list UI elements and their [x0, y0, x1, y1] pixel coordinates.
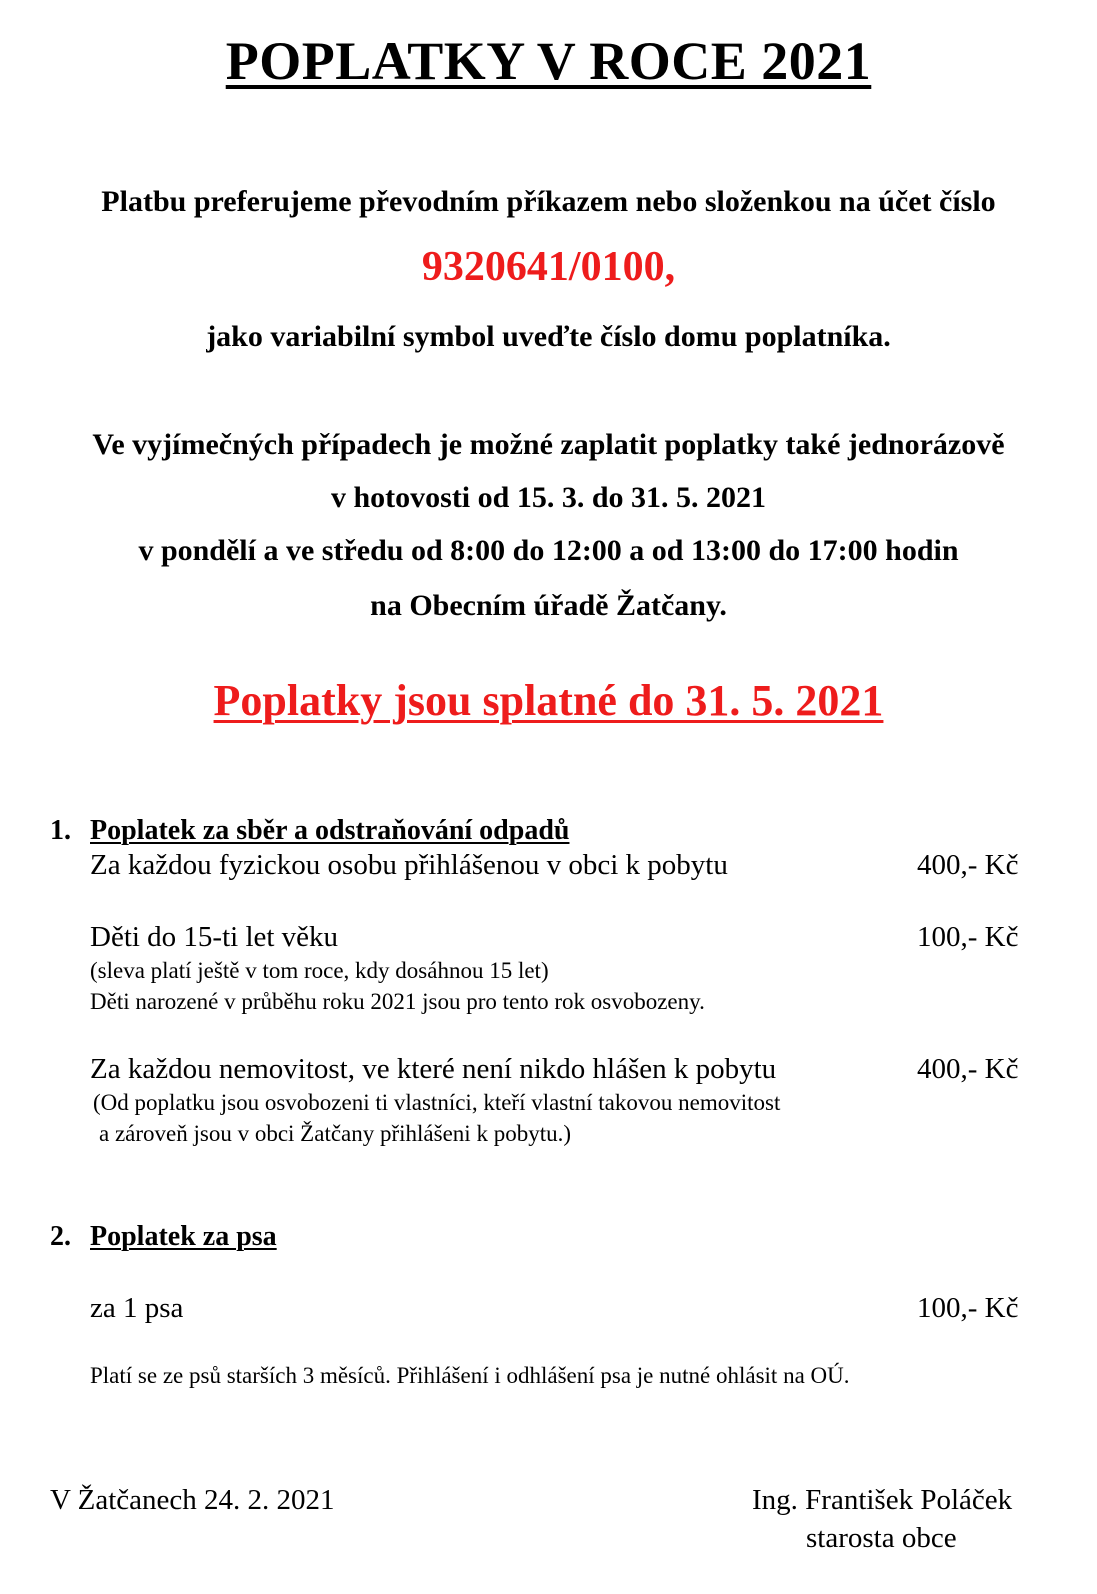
fee-item-label: Za každou fyzickou osobu přihlášenou v obci k pobytu	[90, 849, 728, 881]
fee-item-note: a zároveň jsou v obci Žatčany přihlášeni k pobytu.)	[99, 1121, 571, 1146]
fee-item-note: (sleva platí ještě v tom roce, kdy dosáhnou 15 let)	[90, 958, 549, 983]
fee-item-label: Děti do 15-ti let věku	[90, 921, 339, 953]
payment-deadline: Poplatky jsou splatné do 31. 5. 2021	[213, 676, 884, 725]
cash-payment-hours: v pondělí a ve středu od 8:00 do 12:00 a od 13:00 do 17:00 hodin	[138, 534, 959, 567]
section-title-waste-fee: Poplatek za sběr a odstraňování odpadů	[90, 815, 570, 846]
signatory-role: starosta obce	[806, 1522, 957, 1554]
place-and-date: V Žatčanech 24. 2. 2021	[50, 1484, 335, 1516]
page-title: POPLATKY V ROCE 2021	[225, 31, 872, 91]
fee-item-price: 400,- Kč	[917, 849, 1019, 881]
fee-item-note: Děti narozené v průběhu roku 2021 jsou pro tento rok osvobozeny.	[90, 989, 705, 1014]
section-title-dog-fee: Poplatek za psa	[90, 1221, 277, 1252]
fee-item-price: 400,- Kč	[917, 1053, 1019, 1085]
fee-item-label: za 1 psa	[90, 1292, 184, 1324]
signatory-name: Ing. František Poláček	[752, 1484, 1013, 1516]
bank-account-number: 9320641/0100,	[421, 244, 676, 290]
section-number: 2.	[50, 1221, 71, 1252]
fee-item-price: 100,- Kč	[917, 1292, 1019, 1324]
section-number: 1.	[50, 815, 71, 846]
fee-item-price: 100,- Kč	[917, 921, 1019, 953]
cash-payment-place: na Obecním úřadě Žatčany.	[370, 589, 727, 622]
variable-symbol-instruction: jako variabilní symbol uveďte číslo domu poplatníka.	[206, 320, 891, 353]
fee-item-note: (Od poplatku jsou osvobozeni ti vlastníci, kteří vlastní takovou nemovitost	[93, 1090, 781, 1115]
section-note: Platí se ze psů starších 3 měsíců. Přihlášení i odhlášení psa je nutné ohlásit na OÚ.	[90, 1363, 850, 1388]
payment-instruction: Platbu preferujeme převodním příkazem nebo složenkou na účet číslo	[101, 185, 996, 218]
fee-item-label: Za každou nemovitost, ve které není nikdo hlášen k pobytu	[90, 1053, 777, 1085]
cash-payment-line-1: Ve vyjímečných případech je možné zaplatit poplatky také jednorázově	[92, 428, 1005, 461]
cash-payment-period: v hotovosti od 15. 3. do 31. 5. 2021	[330, 481, 767, 514]
